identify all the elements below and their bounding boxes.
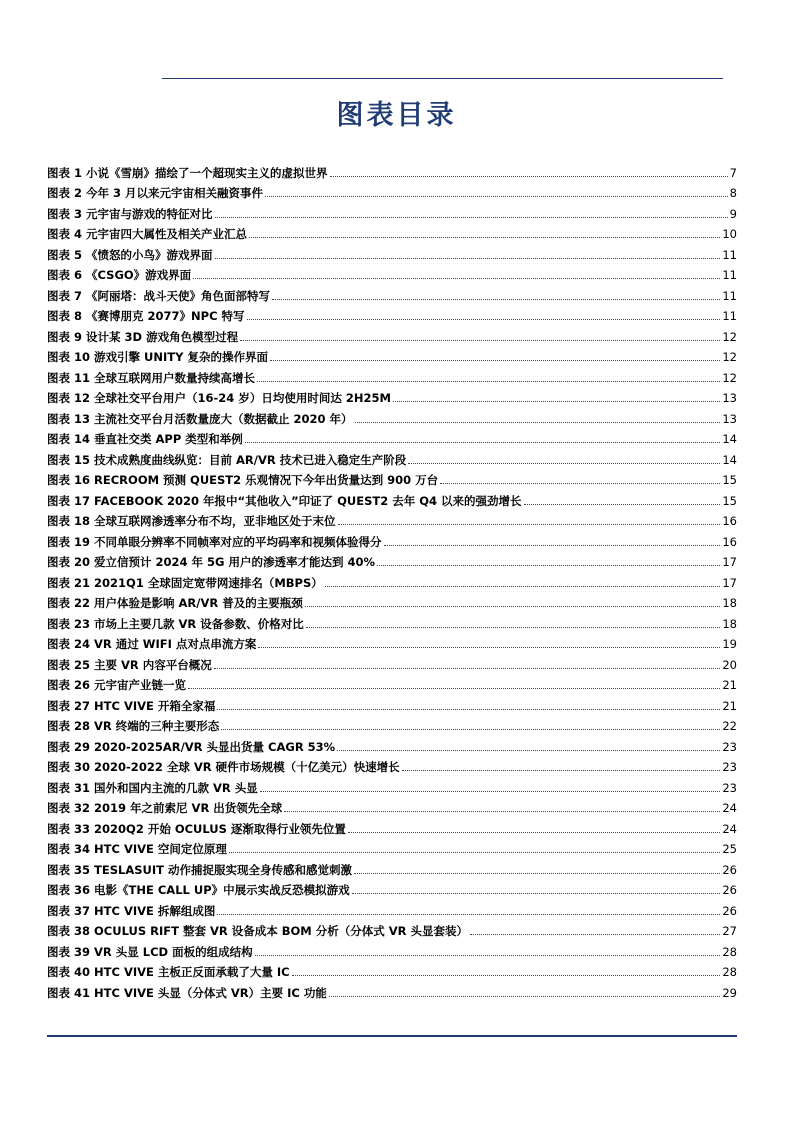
toc-page-number: 25 <box>722 842 737 856</box>
toc-page-number: 27 <box>722 924 737 938</box>
toc-dot-leader <box>337 749 720 751</box>
toc-page-number: 15 <box>722 473 737 487</box>
toc-page-number: 26 <box>722 862 737 877</box>
toc-dot-leader <box>352 892 721 894</box>
toc-entry-text: 2019 年之前索尼 VR 出货领先全球 <box>94 801 283 815</box>
toc-entry-text: 国外和国内主流的几款 VR 头显 <box>94 780 258 795</box>
toc-list <box>47 160 737 1001</box>
toc-page-number: 26 <box>722 903 737 918</box>
toc-page-number: 17 <box>722 575 737 590</box>
toc-entry-text: 主流社交平台月活数量庞大（数据截止 2020 年） <box>94 411 353 426</box>
toc-entry-label: 图表 21 <box>47 575 91 590</box>
toc-entry-label: 图表 2 <box>47 186 83 200</box>
toc-entry-text: RECROOM 预测 QUEST2 乐观情况下今年出货量达到 900 万台 <box>94 473 439 487</box>
toc-entry-label: 图表 33 <box>47 821 91 836</box>
toc-entry[interactable] <box>47 693 737 714</box>
toc-entry-label: 图表 6 <box>47 268 83 282</box>
toc-entry-text: 2020-2025AR/VR 头显出货量 CAGR 53% <box>94 739 336 754</box>
toc-entry-text: 2020-2022 全球 VR 硬件市场规模（十亿美元）快速增长 <box>94 760 400 774</box>
toc-dot-leader <box>330 175 728 177</box>
toc-entry[interactable] <box>47 386 737 407</box>
toc-entry[interactable] <box>47 755 737 776</box>
toc-entry-label: 图表 19 <box>47 534 91 549</box>
toc-dot-leader <box>240 339 720 341</box>
toc-page-number: 23 <box>722 760 737 774</box>
toc-dot-leader <box>258 646 720 648</box>
toc-dot-leader <box>329 995 720 997</box>
toc-entry-label: 图表 11 <box>47 370 91 385</box>
toc-dot-leader <box>470 933 720 935</box>
toc-page-number: 12 <box>722 329 737 344</box>
toc-entry-label: 图表 35 <box>47 862 91 877</box>
toc-page-number: 9 <box>729 206 737 221</box>
toc-entry-label: 图表 13 <box>47 411 91 426</box>
toc-dot-leader <box>265 195 728 197</box>
toc-entry-label: 图表 29 <box>47 739 91 754</box>
toc-entry-label: 图表 23 <box>47 616 91 631</box>
toc-entry-label: 图表 26 <box>47 678 91 692</box>
toc-entry[interactable] <box>47 939 737 960</box>
toc-entry[interactable] <box>47 324 737 345</box>
toc-entry-label: 图表 34 <box>47 842 91 856</box>
toc-entry-text: 全球互联网用户数量持续高增长 <box>94 370 256 385</box>
toc-page-number: 28 <box>722 965 737 979</box>
toc-entry-label: 图表 16 <box>47 473 91 487</box>
toc-dot-leader <box>270 359 720 361</box>
toc-dot-leader <box>306 626 721 628</box>
toc-entry-label: 图表 8 <box>47 309 83 323</box>
toc-entry[interactable] <box>47 365 737 386</box>
toc-entry-label: 图表 25 <box>47 657 91 672</box>
toc-entry-text: 电影《THE CALL UP》中展示实战反恐模拟游戏 <box>94 883 350 897</box>
toc-page-number: 12 <box>722 350 737 364</box>
toc-entry[interactable] <box>47 550 737 571</box>
toc-page-number: 21 <box>722 678 737 692</box>
toc-page-number: 12 <box>722 370 737 385</box>
toc-page-number: 28 <box>722 944 737 959</box>
toc-entry-text: 《阿丽塔：战斗天使》角色面部特写 <box>86 288 271 303</box>
toc-dot-leader <box>193 277 720 279</box>
toc-entry-text: 2021Q1 全球固定宽带网速排名（MBPS） <box>94 575 323 590</box>
toc-entry-text: 元宇宙与游戏的特征对比 <box>86 206 213 221</box>
toc-dot-leader <box>217 708 720 710</box>
toc-entry-label: 图表 31 <box>47 780 91 795</box>
toc-page-number: 14 <box>722 452 737 467</box>
toc-dot-leader <box>292 974 721 976</box>
toc-entry-text: 《CSGO》游戏界面 <box>86 268 192 282</box>
toc-entry[interactable] <box>47 591 737 612</box>
toc-entry-text: 市场上主要几款 VR 设备参数、价格对比 <box>94 616 304 631</box>
toc-page-number: 11 <box>722 309 737 323</box>
toc-dot-leader <box>255 954 721 956</box>
toc-entry-label: 图表 32 <box>47 801 91 815</box>
toc-dot-leader <box>247 318 721 320</box>
toc-page-number: 8 <box>729 186 737 200</box>
toc-dot-leader <box>257 380 720 382</box>
toc-entry-label: 图表 28 <box>47 719 91 733</box>
toc-entry-text: HTC VIVE 主板正反面承载了大量 IC <box>94 965 290 979</box>
toc-entry[interactable] <box>47 242 737 263</box>
toc-dot-leader <box>354 872 720 874</box>
bottom-rule <box>47 1035 737 1037</box>
toc-entry-label: 图表 18 <box>47 514 91 528</box>
toc-entry[interactable] <box>47 980 737 1001</box>
toc-dot-leader <box>377 564 720 566</box>
toc-page-number: 23 <box>722 780 737 795</box>
toc-page-number: 13 <box>722 411 737 426</box>
toc-dot-leader <box>215 216 728 218</box>
toc-entry[interactable] <box>47 201 737 222</box>
toc-entry-text: 垂直社交类 APP 类型和举例 <box>94 432 243 446</box>
toc-dot-leader <box>229 851 720 853</box>
toc-entry-label: 图表 27 <box>47 698 91 713</box>
toc-entry-label: 图表 1 <box>47 165 83 180</box>
toc-entry[interactable] <box>47 796 737 817</box>
toc-dot-leader <box>260 790 721 792</box>
toc-page-number: 26 <box>722 883 737 897</box>
toc-entry-label: 图表 41 <box>47 985 91 1000</box>
toc-dot-leader <box>325 585 721 587</box>
toc-entry-label: 图表 3 <box>47 206 83 221</box>
toc-entry[interactable] <box>47 652 737 673</box>
toc-page-number: 18 <box>722 596 737 610</box>
toc-dot-leader <box>338 523 721 525</box>
toc-entry-label: 图表 4 <box>47 227 83 241</box>
toc-dot-leader <box>249 236 720 238</box>
toc-page-number: 10 <box>722 227 737 241</box>
toc-entry[interactable] <box>47 898 737 919</box>
toc-entry[interactable] <box>47 283 737 304</box>
toc-entry-label: 图表 5 <box>47 247 83 262</box>
toc-dot-leader <box>217 913 720 915</box>
toc-entry[interactable] <box>47 632 737 653</box>
toc-dot-leader <box>188 687 720 689</box>
toc-entry-text: VR 通过 WIFI 点对点串流方案 <box>94 637 257 651</box>
toc-page-number: 19 <box>722 637 737 651</box>
toc-entry[interactable] <box>47 263 737 284</box>
toc-page-number: 18 <box>722 616 737 631</box>
toc-page-number: 16 <box>722 534 737 549</box>
toc-entry-text: 设计某 3D 游戏角色模型过程 <box>86 329 239 344</box>
toc-entry-label: 图表 38 <box>47 924 91 938</box>
toc-dot-leader <box>284 810 720 812</box>
toc-dot-leader <box>393 400 720 402</box>
toc-entry-label: 图表 22 <box>47 596 91 610</box>
toc-entry-text: 今年 3 月以来元宇宙相关融资事件 <box>86 186 264 200</box>
toc-page-number: 7 <box>729 165 737 180</box>
toc-entry-text: 用户体验是影响 AR/VR 普及的主要瓶颈 <box>94 596 303 610</box>
top-rule <box>162 78 723 79</box>
toc-entry-text: TESLASUIT 动作捕捉服实现全身传感和感觉刺激 <box>94 862 352 877</box>
toc-page-number: 21 <box>722 698 737 713</box>
toc-entry-text: 2020Q2 开始 OCULUS 逐渐取得行业领先位置 <box>94 821 346 836</box>
toc-dot-leader <box>245 441 721 443</box>
toc-dot-leader <box>221 728 720 730</box>
toc-page-number: 11 <box>722 268 737 282</box>
toc-entry[interactable] <box>47 919 737 940</box>
toc-entry-label: 图表 37 <box>47 903 91 918</box>
toc-dot-leader <box>215 257 721 259</box>
toc-entry-text: 游戏引擎 UNITY 复杂的操作界面 <box>94 350 268 364</box>
toc-entry-label: 图表 17 <box>47 493 91 508</box>
toc-dot-leader <box>384 544 721 546</box>
toc-entry-text: 元宇宙产业链一览 <box>94 678 187 692</box>
toc-page-number: 15 <box>722 493 737 508</box>
toc-entry[interactable] <box>47 960 737 981</box>
toc-entry-text: HTC VIVE 头显（分体式 VR）主要 IC 功能 <box>94 985 327 1000</box>
toc-entry[interactable] <box>47 570 737 591</box>
toc-entry[interactable] <box>47 304 737 325</box>
page-title: 图表目录 <box>336 100 457 131</box>
toc-entry-label: 图表 20 <box>47 555 91 569</box>
toc-entry-text: 技术成熟度曲线纵览：目前 AR/VR 技术已进入稳定生产阶段 <box>94 452 407 467</box>
toc-entry-label: 图表 10 <box>47 350 91 364</box>
toc-entry-text: HTC VIVE 拆解组成图 <box>94 903 216 918</box>
toc-dot-leader <box>408 462 720 464</box>
toc-page-number: 11 <box>722 247 737 262</box>
toc-entry-label: 图表 15 <box>47 452 91 467</box>
toc-page-number: 13 <box>722 391 737 405</box>
toc-page-number: 16 <box>722 514 737 528</box>
toc-entry[interactable] <box>47 447 737 468</box>
toc-page-number: 14 <box>722 432 737 446</box>
toc-entry-text: 《赛博朋克 2077》NPC 特写 <box>86 309 245 323</box>
toc-entry[interactable] <box>47 673 737 694</box>
toc-dot-leader <box>355 421 721 423</box>
toc-entry-text: 爱立信预计 2024 年 5G 用户的渗透率才能达到 40% <box>94 555 376 569</box>
toc-entry[interactable] <box>47 427 737 448</box>
toc-entry-label: 图表 12 <box>47 391 91 405</box>
toc-entry[interactable] <box>47 181 737 202</box>
toc-page-number: 24 <box>722 821 737 836</box>
toc-page-number: 11 <box>722 288 737 303</box>
toc-entry-label: 图表 36 <box>47 883 91 897</box>
toc-entry[interactable] <box>47 611 737 632</box>
toc-page-number: 29 <box>722 985 737 1000</box>
toc-entry-text: 不同单眼分辨率不同帧率对应的平均码率和视频体验得分 <box>94 534 382 549</box>
toc-page-number: 24 <box>722 801 737 815</box>
toc-entry-label: 图表 39 <box>47 944 91 959</box>
toc-entry[interactable] <box>47 837 737 858</box>
toc-page-number: 20 <box>722 657 737 672</box>
toc-entry[interactable] <box>47 222 737 243</box>
toc-entry-text: 主要 VR 内容平台概况 <box>94 657 212 672</box>
toc-entry[interactable] <box>47 509 737 530</box>
toc-page-number: 22 <box>722 719 737 733</box>
toc-entry-text: OCULUS RIFT 整套 VR 设备成本 BOM 分析（分体式 VR 头显套装） <box>94 924 468 938</box>
toc-entry[interactable] <box>47 468 737 489</box>
toc-entry[interactable] <box>47 857 737 878</box>
toc-entry[interactable] <box>47 345 737 366</box>
toc-entry-text: VR 头显 LCD 面板的组成结构 <box>94 944 253 959</box>
toc-entry[interactable] <box>47 878 737 899</box>
toc-dot-leader <box>524 503 721 505</box>
toc-entry-label: 图表 24 <box>47 637 91 651</box>
toc-entry[interactable] <box>47 488 737 509</box>
toc-dot-leader <box>402 769 721 771</box>
toc-entry-text: 全球互联网渗透率分布不均，亚非地区处于末位 <box>94 514 336 528</box>
toc-entry[interactable] <box>47 160 737 181</box>
toc-entry[interactable] <box>47 734 737 755</box>
toc-entry[interactable] <box>47 775 737 796</box>
toc-entry[interactable] <box>47 714 737 735</box>
toc-entry-text: VR 终端的三种主要形态 <box>94 719 220 733</box>
toc-entry-text: 《愤怒的小鸟》游戏界面 <box>86 247 213 262</box>
toc-dot-leader <box>214 667 721 669</box>
toc-entry-label: 图表 14 <box>47 432 91 446</box>
toc-entry-text: FACEBOOK 2020 年报中“其他收入”印证了 QUEST2 去年 Q4 以来的强劲增长 <box>94 493 522 508</box>
toc-entry-text: HTC VIVE 开箱全家福 <box>94 698 216 713</box>
toc-entry-text: HTC VIVE 空间定位原理 <box>94 842 227 856</box>
toc-page-number: 23 <box>722 739 737 754</box>
toc-entry-label: 图表 30 <box>47 760 91 774</box>
toc-entry-label: 图表 7 <box>47 288 83 303</box>
toc-entry[interactable] <box>47 816 737 837</box>
toc-dot-leader <box>440 482 720 484</box>
toc-entry-text: 小说《雪崩》描绘了一个超现实主义的虚拟世界 <box>86 165 328 180</box>
toc-page-number: 17 <box>722 555 737 569</box>
toc-entry-text: 全球社交平台用户（16-24 岁）日均使用时间达 2H25M <box>94 391 391 405</box>
toc-entry-text: 元宇宙四大属性及相关产业汇总 <box>86 227 248 241</box>
toc-entry[interactable] <box>47 529 737 550</box>
toc-dot-leader <box>305 605 721 607</box>
toc-entry[interactable] <box>47 406 737 427</box>
toc-dot-leader <box>348 831 720 833</box>
toc-entry-label: 图表 40 <box>47 965 91 979</box>
toc-dot-leader <box>272 298 720 300</box>
toc-entry-label: 图表 9 <box>47 329 83 344</box>
